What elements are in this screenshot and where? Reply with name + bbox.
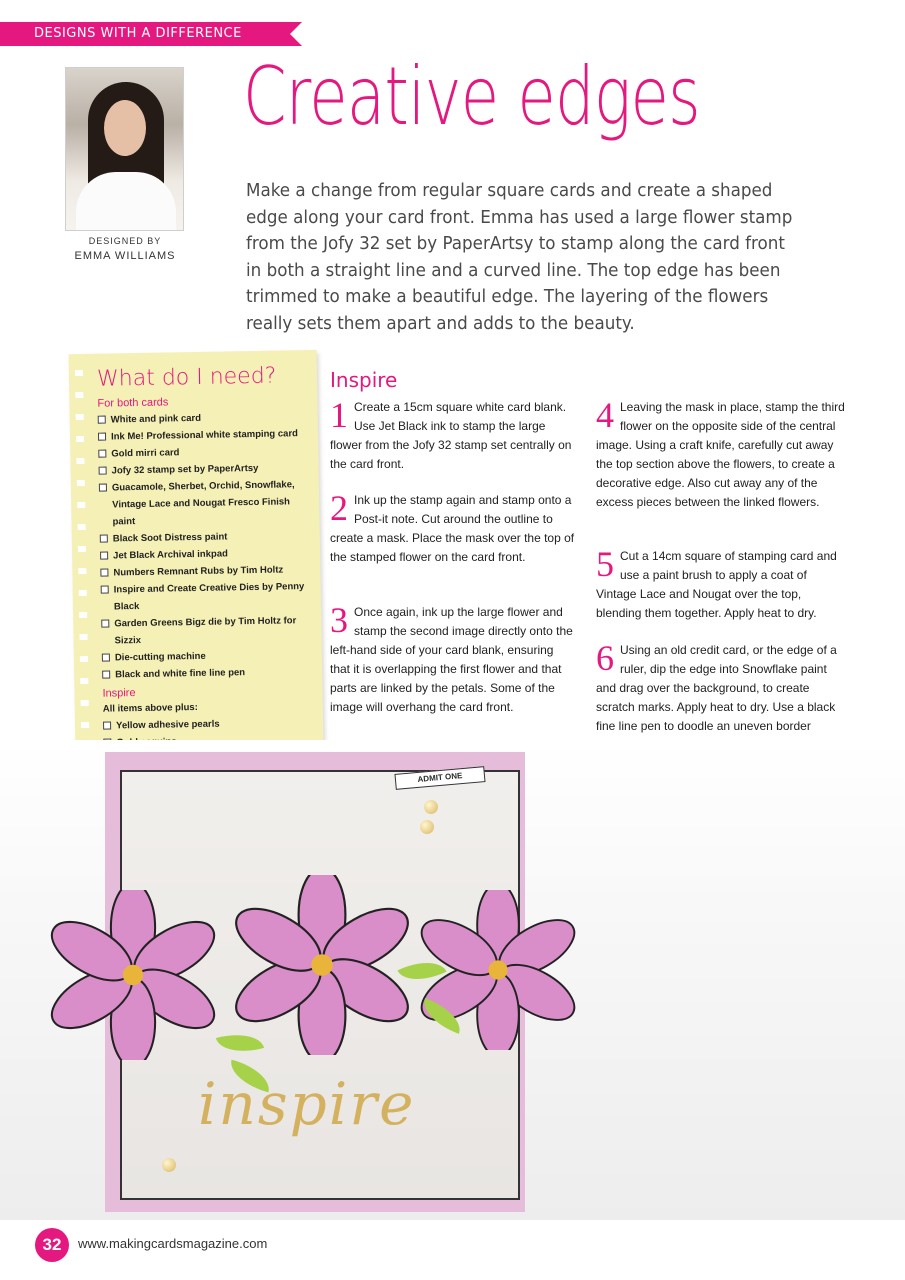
- photo-shirt: [76, 172, 176, 231]
- footer-url: www.makingcardsmagazine.com: [78, 1236, 268, 1251]
- article-title: Creative edges: [243, 50, 700, 143]
- list-item: Yellow adhesive pearls: [103, 714, 311, 735]
- checkbox-icon: [101, 586, 109, 594]
- sequin: [420, 820, 434, 834]
- step-text: Ink up the stamp again and stamp onto a Post-it note. Cut around the outline to create a mask. Place the mask over the top of the stamped flower on the card front.: [330, 493, 575, 564]
- list-item: Inspire and Create Creative Dies by Penny Black: [101, 578, 310, 616]
- designer-name: EMMA WILLIAMS: [74, 250, 176, 262]
- step-5: [596, 544, 846, 623]
- list-item: Garden Greens Bigz die by Tim Holtz for Sizzix: [101, 612, 310, 650]
- checkbox-icon: [99, 484, 107, 492]
- checkbox-icon: [98, 450, 106, 458]
- checkbox-icon: [100, 569, 108, 577]
- step-number: 6: [596, 638, 614, 678]
- materials-inspire-heading: Inspire: [102, 687, 136, 700]
- step-6: [596, 638, 846, 755]
- list-item: Ink Me! Professional white stamping card: [98, 425, 306, 446]
- checkbox-icon: [100, 552, 108, 560]
- list-item: Numbers Remnant Rubs by Tim Holtz: [100, 561, 308, 582]
- step-text: Using an old credit card, or the edge of a ruler, dip the edge into Snowflake paint and drag over the background, to create scratch marks. Apply heat to dry. Use a black fine line pen to doodle an uneven border: [596, 643, 837, 733]
- step-number: 5: [596, 544, 614, 584]
- designed-by-label: DESIGNED BY: [88, 236, 162, 246]
- photo-face: [104, 100, 146, 156]
- checkbox-icon: [100, 535, 108, 543]
- checkbox-icon: [101, 620, 109, 628]
- section-banner: DESIGNS WITH A DIFFERENCE: [0, 22, 290, 46]
- list-item: Black Soot Distress paint: [100, 527, 308, 548]
- materials-inspire-intro: All items above plus:: [102, 701, 198, 715]
- step-4: [596, 395, 846, 512]
- step-2: [330, 488, 575, 567]
- page-number: 32: [35, 1228, 69, 1262]
- step-number: 4: [596, 395, 614, 435]
- step-1: [330, 395, 575, 474]
- instructions-heading: Inspire: [330, 368, 398, 392]
- checkbox-icon: [103, 722, 111, 730]
- admit-one-tag: ADMIT ONE: [394, 766, 485, 790]
- list-item: Jet Black Archival inkpad: [100, 544, 308, 565]
- step-3: [330, 600, 575, 717]
- materials-notebook: [69, 350, 324, 746]
- sequin: [424, 800, 438, 814]
- checkbox-icon: [99, 467, 107, 475]
- step-text: Leaving the mask in place, stamp the third flower on the opposite side of the central image. Using a craft knife, carefully cut away the top section above the flowers, to create a decorative edge. Also cut away any of the excess pieces between the linked flowers.: [596, 400, 845, 509]
- checkbox-icon: [98, 433, 106, 441]
- designer-photo: [65, 67, 184, 231]
- list-item: Jofy 32 stamp set by PaperArtsy: [98, 459, 306, 480]
- checkbox-icon: [102, 654, 110, 662]
- flower-center: [232, 875, 412, 1055]
- card-photo: [0, 740, 905, 1220]
- step-text: Once again, ink up the large flower and stamp the second image directly onto the left-hand side of your card blank, ensuring that it is overlapping the first flower and that parts are linked by the petals. Some of the image will overhang the card front.: [330, 605, 573, 714]
- inspire-die-cut-word: inspire: [198, 1070, 416, 1138]
- list-item: Black and white fine line pen: [102, 663, 310, 684]
- article-intro: Make a change from regular square cards and create a shaped edge along your card front. Emma has used a large flower stamp from the Jofy 32 set by PaperArtsy to stamp along the card front in both a straight line and a curved line. The top edge has been trimmed to make a beautiful edge. The layering of the flowers really sets them apart and adds to the beauty.: [246, 180, 793, 334]
- list-item: Guacamole, Sherbet, Orchid, Snowflake, Vintage Lace and Nougat Fresco Finish paint: [99, 476, 308, 531]
- list-item: Die-cutting machine: [102, 646, 310, 667]
- materials-both-heading: For both cards: [97, 396, 169, 410]
- step-text: Create a 15cm square white card blank. Use Jet Black ink to stamp the large flower from the Jofy 32 stamp set centrally on the card front.: [330, 400, 572, 471]
- step-number: 2: [330, 488, 348, 528]
- checkbox-icon: [102, 671, 110, 679]
- step-text: Cut a 14cm square of stamping card and use a paint brush to apply a coat of Vintage Lace and Nougat over the top, blending them together. Apply heat to dry.: [596, 549, 837, 620]
- step-number: 1: [330, 395, 348, 435]
- step-number: 3: [330, 600, 348, 640]
- materials-both-list: [98, 408, 311, 684]
- flower-left: [48, 890, 218, 1060]
- checkbox-icon: [98, 416, 106, 424]
- materials-title: What do I need?: [96, 363, 277, 392]
- sequin: [162, 1158, 176, 1172]
- list-item: Gold mirri card: [98, 442, 306, 463]
- list-item: White and pink card: [98, 408, 306, 429]
